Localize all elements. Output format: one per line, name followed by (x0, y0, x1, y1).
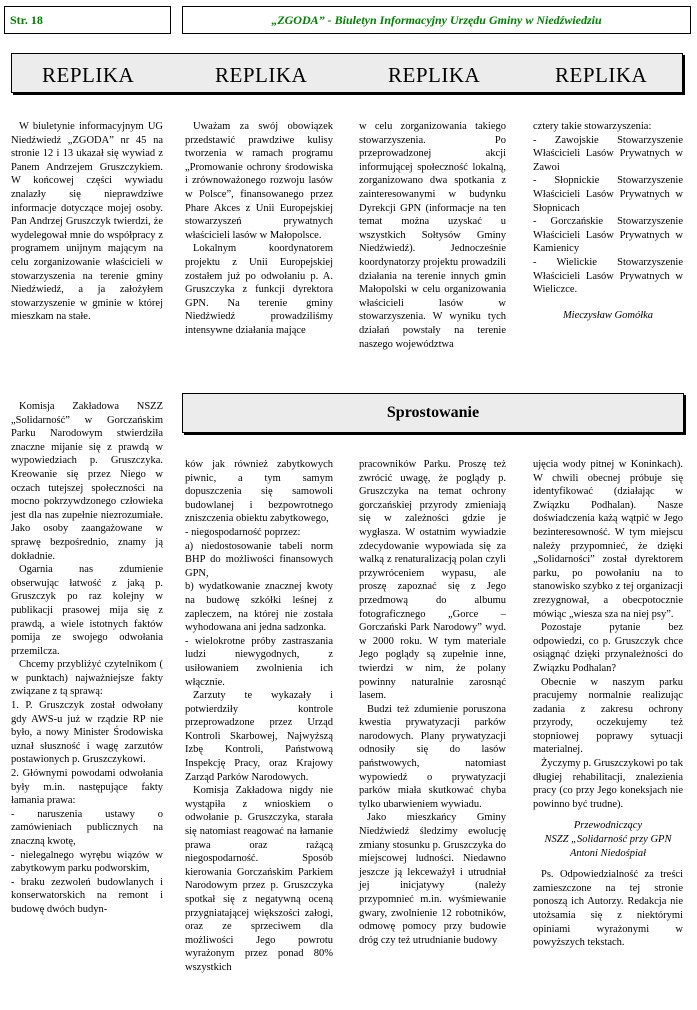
page-number: Str. 18 (10, 13, 43, 27)
paragraph: pracowników Parku. Proszę też zwrócić uwagę, że poglądy p. Gruszczyka na temat ochrony gorczańskiej przyrody zmieniają się w zależności gdzie je wygłasza. W ostatnim wywiadzie zdecydowanie wypowiada się za walką z renaturalizacją polan czyli przywróceniem wypasu, ale proszę zapoznać się z Jego przedmową do albumu fotograficznego „Gorce – Gorczański Park Narodowy” wyd. w 2000 roku. W tym materiale Jego poglądy są zupełnie inne, twierdzi w nim, że polany powinny naturalnie zarosnąć lasem. (359, 459, 506, 702)
paragraph: Zarzuty te wykazały i potwierdziły kontrole przeprowadzone przez Urząd Kontroli Skarbowej, Najwyższą Izbę Kontroli, Państwową Inspekcję Pracy, oraz Krajowy Zarząd Parków Narodowych. (185, 690, 333, 783)
sprostowanie-heading-box (182, 393, 684, 433)
list-item: 2. Głównymi powodami odwołania były m.in. następujące fakty łamania prawa: (11, 768, 163, 807)
list-item: - wielokrotne próby zastraszania ludzi niewygodnych, z usiłowaniem zwolnienia ich włącznie. (185, 635, 333, 688)
paragraph: Chcemy przybliżyć czytelnikom ( w punktach) najważniejsze fakty związane z tą sprawą: (11, 659, 163, 698)
replika-banner (11, 53, 683, 93)
postscript: Ps. Odpowiedzialność za treści zamieszczone na tej stronie ponoszą ich Autorzy. Redakcja nie utożsamia się z niektórymi opiniami wyrażonymi w powyższych tekstach. (533, 869, 683, 949)
paragraph: ujęcia wody pitnej w Koninkach). W chwili obecnej próbuje się identyfikować (działając w Związku Podhalan). Nasze doświadczenia każą wątpić w Jego bezinteresowność. W tym miejscu należy przypomnieć, że dzięki „Solidarności” został dyrektorem parku, po powołaniu na to stanowisko szybko z tej organizacji zrezygnował, a obecpotocznie mówiąc „wiesza sza na niej psy”. (533, 459, 683, 620)
signature-line: NSZZ „Solidarność przy GPN (544, 834, 672, 846)
replika-column-3 (359, 120, 506, 351)
sprostowanie-column-4 (533, 458, 683, 950)
replika-column-4 (533, 120, 683, 322)
paragraph: Lokalnym koordynatorem projektu z Unii Europejskiej zostałem już po odwołaniu p. A. Gruszczyka z funkcji dyrektora GPN. Na terenie gminy Niedźwiedź prowadziliśmy intensywne działania mające (185, 243, 333, 336)
sprostowanie-column-1 (11, 400, 163, 917)
paragraph: Uważam za swój obowiązek przedstawić prawdziwe kulisy tworzenia w ramach programu „Promowanie ochrony środowiska i zrównoważonego rozwoju lasów w Polsce”, finansowanego przez Phare Akces z Unii Europejskiej stowarzyszeń prywatnych właścicieli lasów w Małopolsce. (185, 121, 333, 241)
replika-word: REPLIKA (388, 63, 481, 87)
sprostowanie-column-2 (185, 458, 333, 975)
list-item: - Słopnickie Stowarzyszenie Właścicieli Lasów Prywatnych w Słopnicach (533, 175, 683, 214)
page-number-box (4, 6, 171, 34)
list-item: - braku zezwoleń budowlanych i konserwatorskich na remont i budowę dwóch budyn- (11, 876, 163, 915)
sprostowanie-column-3 (359, 458, 506, 947)
bulletin-header (182, 6, 691, 34)
list-item: a) niedostosowanie tabeli norm BHP do możliwości finansowych GPN, (185, 540, 333, 579)
paragraph: W biuletynie informacyjnym UG Niedźwiedź „ZGODA” nr 45 na stronie 12 i 13 ukazał się wywiad z Panem Andrzejem Gruszczykiem. W końcowej części wywiadu znalazły się nieprawdziwe informacje dotyczące mojej osoby. Pan Andrzej Gruszczyk twierdzi, że wydelegował mnie do współpracy z programem unijnym mającym na celu zorganizowanie właścicieli w stowarzyszenia na terenie gminy Niedźwiedź, a ja założyłem stowarzyszenie w gminie w której mieszkam na stałe. (11, 121, 163, 323)
list-item: - Zawojskie Stowarzyszenie Właścicieli Lasów Prywatnych w Zawoi (533, 134, 683, 173)
signature-line: Antoni Niedośpiał (569, 847, 647, 859)
replika-word: REPLIKA (42, 63, 135, 87)
paragraph: Pozostaje pytanie bez odpowiedzi, co p. Gruszczyk chce osiągnąć dzięki przynależności do Związku Podhalan? (533, 622, 683, 674)
list-item: b) wydatkowanie znacznej kwoty na budowę szkółki leśnej z zapleczem, na której nie została wyhodowana ani jedna sadzonka. (185, 581, 333, 634)
paragraph: cztery takie stowarzyszenia: (533, 121, 652, 132)
paragraph: Budzi też zdumienie poruszona kwestia prywatyzacji parków narodowych. Plany prywatyzacji odnosiły się do lasów państwowych, natomiast wypowiedź o prywatyzacji parków miała skutkować chyba tylko ubarwieniem wywiadu. (359, 703, 506, 810)
paragraph: Jako mieszkańcy Gminy Niedźwiedź śledzimy ewolucję zmiany stosunku p. Gruszczyka do miejscowej ludności. Niedawno jeszcze ją lekceważył i utrudniał jej inicjatywy (należy przypomnieć m.in. wyśmiewanie gwary, zwolnienie 12 robotników, odmowę pomocy przy budowie dróg czy też utrudnianie budowy (359, 812, 506, 946)
signature: Mieczysław Gomółka (562, 309, 654, 321)
list-item: - Gorczańskie Stowarzyszenie Właścicieli Lasów Prywatnych w Kamienicy (533, 216, 683, 255)
list-item: - niegospodarność poprzez: (185, 526, 301, 538)
signature-block (533, 819, 683, 860)
paragraph: Życzymy p. Gruszczykowi po tak długiej rehabilitacji, znalezienia pracy (co przy Jego koneksjach nie powinno być trudne). (533, 758, 684, 810)
replika-word: REPLIKA (555, 63, 648, 87)
list-item: - Wielickie Stowarzyszenie Właścicieli Lasów Prywatnych w Wieliczce. (533, 256, 683, 296)
paragraph: ków jak również zabytkowych piwnic, a tym samym dopuszczenia się samowoli budowlanej i bezpowrotnego zniszczenia obiektu zabytkowego, (185, 459, 333, 525)
replika-column-1 (11, 120, 163, 324)
paragraph: Komisja Zakładowa nigdy nie wystąpiła z wnioskiem o odwołanie p. Gruszczyka, starała się natomiast reagować na łamanie prawa oraz rażącą niegospodarność. Sposób kierowania Gorczańskim Parkiem Narodowym przez p. Gruszczyka spotkał się z negatywną oceną przygniatającej większości załogi, oraz ze sprzeciwem dla możliwości Jego powrotu wyrażonym przez ponad 80% wszystkich (185, 785, 333, 973)
section-title: Sprostowanie (386, 404, 480, 421)
bulletin-title: „ZGODA” - Biuletyn Informacyjny Urzędu Gminy w Niedźwiedziu (271, 13, 602, 27)
paragraph: w celu zorganizowania takiego stowarzyszenia. Po przeprowadzonej akcji informującej społeczność lokalną, zorganizowano dwa spotkania z zainteresowanymi w budynku Dyrekcji GPN (informacje na ten temat można uzyskać u wszystkich Sołtysów Gminy Niedźwiedź). Jednocześnie koordynatorzy projektu prowadzili działania na terenie innych gmin Małopolski w celu organizowania właścicieli lasów w stowarzyszenia. W wyniku tych działań powstały na terenie naszego województwa (359, 121, 506, 350)
paragraph: Komisja Zakładowa NSZZ „Solidarność” w Gorczańskim Parku Narodowym stwierdziła znaczne mijanie się z prawdą w wypowiedziach p. Gruszczyka. Kreowanie się przez Niego w oczach tutejszej społeczności na mocno pokrzywdzonego człowieka jest dla nas zupełnie niezrozumiałe. Jako osoby zaangażowane w sprawę bezpośrednio, znamy ją dokładnie. (11, 401, 163, 562)
paragraph: Ogarnia nas zdumienie obserwując łatwość z jaką p. Gruszczyk po raz kolejny w publikacji prasowej mija się z prawdą, a wiele istotnych faktów pomija ze swojego odwołania przemilcza. (11, 564, 163, 657)
signature-line: Przewodniczący (573, 820, 643, 832)
replika-word: REPLIKA (215, 63, 308, 87)
list-item: 1. P. Gruszczyk został odwołany gdy AWS-u już w rządzie RP nie było, a nowy Minister Środowiska uznał słuszność i wagę zarzutów postawionych p. Gruszczykowi. (11, 700, 163, 766)
list-item: - naruszenia ustawy o zamówieniach publicznych na znaczną kwotę, (11, 808, 163, 847)
paragraph: Obecnie w naszym parku pracujemy normalnie realizując zadania z zakresu ochrony przyrody, oczekujemy też stopniowej poprawy sytuacji materialnej. (533, 676, 683, 756)
list-item: - nielegalnego wyrębu wiązów w zabytkowym parku podworskim, (11, 849, 163, 875)
replika-column-2 (185, 120, 333, 338)
